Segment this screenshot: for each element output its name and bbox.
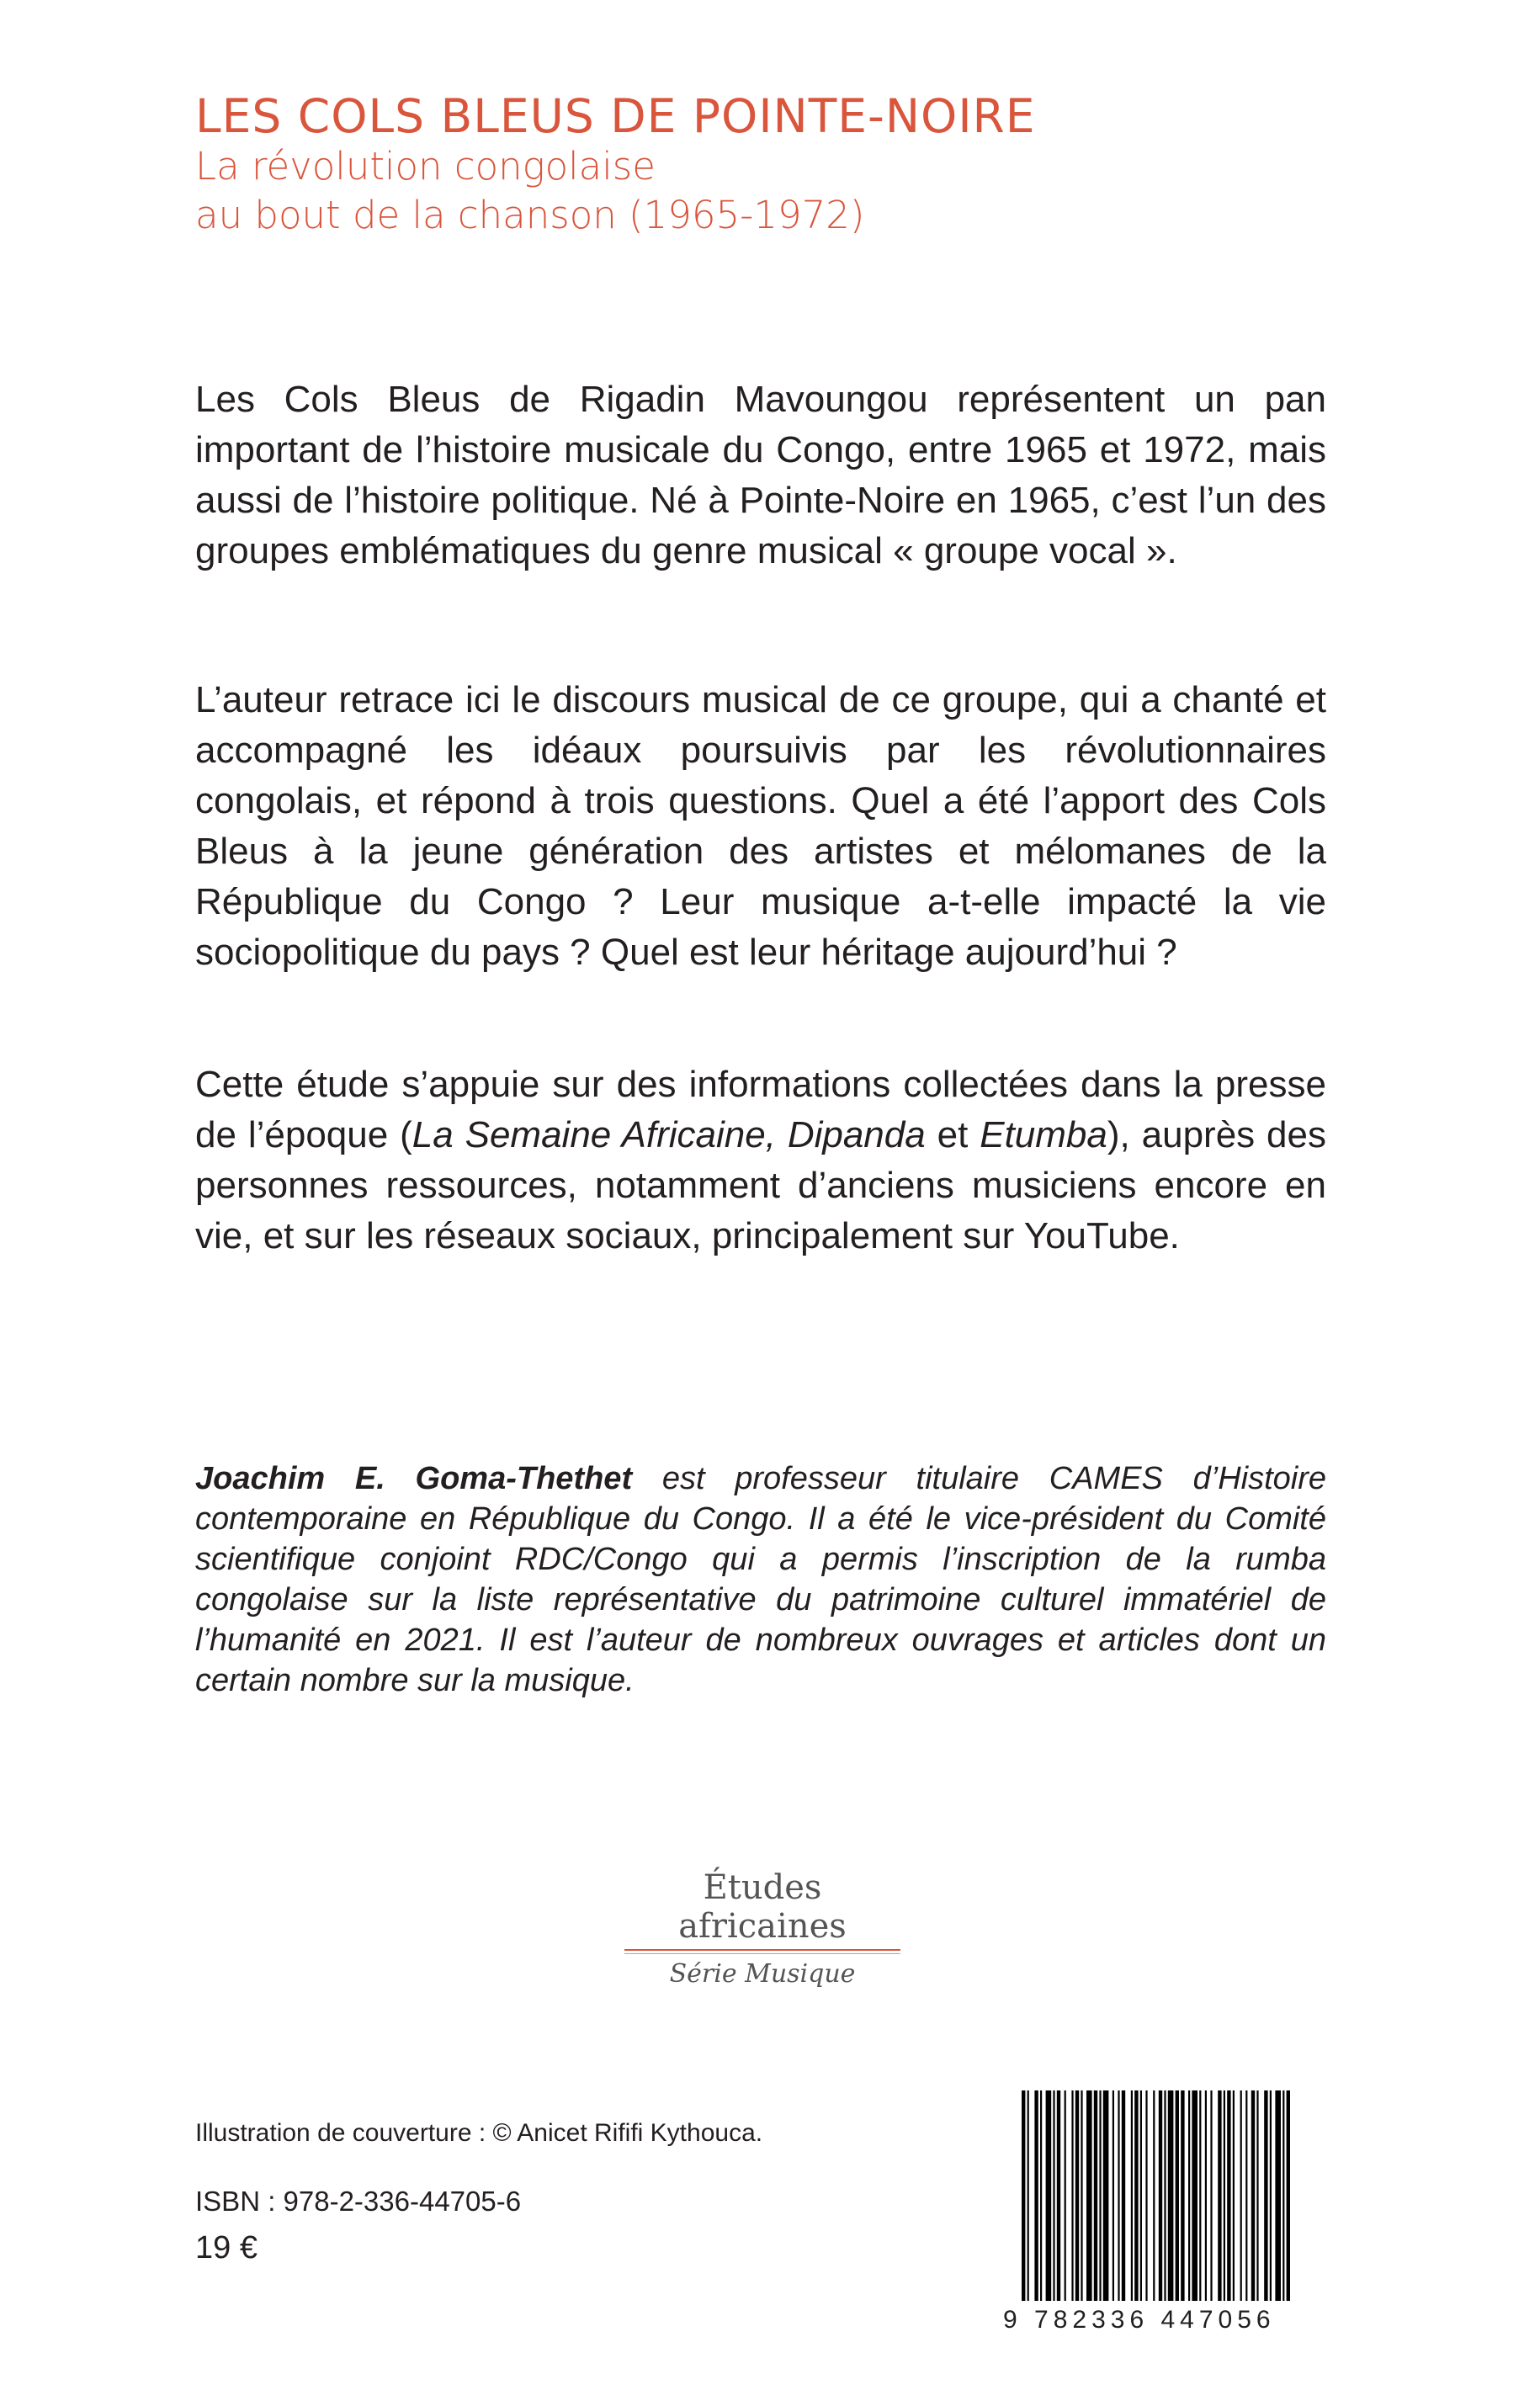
barcode-bar [1075,2090,1079,2301]
barcode-bar [1046,2090,1052,2301]
barcode-bar [1140,2090,1142,2301]
barcode-bar [1086,2090,1092,2301]
barcode-bar [1224,2090,1225,2301]
barcode-bar [1118,2090,1119,2301]
p3-part2: et [925,1114,980,1155]
barcode-bar [1240,2090,1242,2301]
barcode [1003,2090,1298,2343]
book-subtitle-line1: La révolution congolaise [195,143,656,189]
barcode-bar [1210,2090,1212,2301]
barcode-bar [1028,2090,1029,2301]
p3-italic-press-titles: La Semaine Africaine, Dipanda [412,1114,926,1155]
barcode-bar [1081,2090,1082,2301]
series-logo [624,1868,900,1989]
barcode-bar [1256,2090,1258,2301]
barcode-bar [1282,2090,1284,2301]
barcode-bar [1270,2090,1272,2301]
author-bio-text: est professeur titulaire CAMES d’Histoire contemporaine en République du Congo. Il a été le vice-président du Comité scientifique conjoint RDC/Congo qui a permis l’inscription de la rumba congolaise sur la liste représentative du patrimoine culturel immatériel de l’humanité en 2021. Il est l’auteur de nombreux ouvrages et articles dont un certain nombre sur la musique. [195,1461,1327,1698]
summary-paragraph-1-text: Les Cols Bleus de Rigadin Mavoungou représentent un pan important de l’histoire musicale du Congo, entre 1965 et 1972, mais aussi de l’histoire politique. Né à Pointe-Noire en 1965, c’est l’un des groupes emblématiques du genre musical « groupe vocal ». [195,379,1326,571]
barcode-bar [1164,2090,1166,2301]
series-subseries: Série Musique [669,1959,856,1989]
barcode-bar [1065,2090,1066,2301]
barcode-bar [1034,2090,1038,2301]
book-subtitle-line2: au bout de la chanson (1965-1972) [195,193,865,237]
barcode-bar [1153,2090,1155,2301]
barcode-bar [1218,2090,1221,2301]
barcode-bar [1071,2090,1073,2301]
barcode-bar [1205,2090,1207,2301]
series-rule-thin [624,1953,900,1954]
barcode-bars [1003,2090,1298,2301]
summary-paragraph-2-text: L’auteur retrace ici le discours musical de ce groupe, qui a chanté et accompagné les idéaux poursuivis par les révolutionnaires congolais, et répond à trois questions. Quel a été l’apport des Cols Bleus à la jeune génération des artistes et mélomanes de la République du Congo ? Leur musique a-t-elle impacté la vie sociopolitique du pays ? Quel est leur héritage aujourd’hui ? [195,679,1326,973]
summary-paragraph-3-text [195,1060,1326,1262]
p3-part1: Cette étude s’appuie sur des informations collectées dans la presse de l’époque ( [195,1064,1326,1155]
author-name: Joachim E. Goma-Thethet [195,1461,633,1496]
barcode-bar [1099,2090,1101,2301]
barcode-bar [1227,2090,1230,2301]
series-rule [624,1949,900,1951]
barcode-bar [1122,2090,1125,2301]
series-name: Études africaines [678,1868,847,1946]
barcode-bar [1053,2090,1054,2301]
barcode-bar [1233,2090,1235,2301]
barcode-bar [1022,2090,1025,2301]
barcode-bar [1057,2090,1060,2301]
price: 19 € [195,2230,258,2265]
barcode-digits: 9 782336 447056 [1003,2306,1276,2334]
p3-italic-etumba: Etumba [980,1114,1107,1155]
barcode-bar [1134,2090,1138,2301]
barcode-bar [1188,2090,1190,2301]
cover-credit: Illustration de couverture : © Anicet Rififi Kythouca. [195,2119,763,2147]
barcode-bar [1094,2090,1097,2301]
barcode-bar [1131,2090,1133,2301]
barcode-bar [1251,2090,1255,2301]
summary-paragraph-1 [195,374,1326,576]
barcode-bar [1159,2090,1162,2301]
barcode-bar [1287,2090,1290,2301]
summary-paragraph-3 [195,1060,1326,1262]
author-bio [195,1458,1326,1701]
book-title: LES COLS BLEUS DE POINTE-NOIRE [195,89,1036,143]
isbn: ISBN : 978-2-336-44705-6 [195,2186,522,2217]
summary-paragraph-2 [195,675,1326,978]
p3-part3: ), auprès des personnes ressources, notamment d’anciens musiciens encore en vie, et sur les réseaux sociaux, principalement sur YouTube. [195,1114,1326,1256]
barcode-bar [1145,2090,1147,2301]
barcode-bar [1040,2090,1042,2301]
barcode-bar [1275,2090,1281,2301]
title-block [195,91,1036,241]
barcode-bar [1192,2090,1197,2301]
barcode-bar [1168,2090,1174,2301]
barcode-bar [1181,2090,1184,2301]
barcode-bar [1264,2090,1267,2301]
barcode-bar [1103,2090,1109,2301]
barcode-bar [1199,2090,1201,2301]
barcode-bar [1176,2090,1179,2301]
barcode-bar [1245,2090,1247,2301]
barcode-bar [1113,2090,1114,2301]
